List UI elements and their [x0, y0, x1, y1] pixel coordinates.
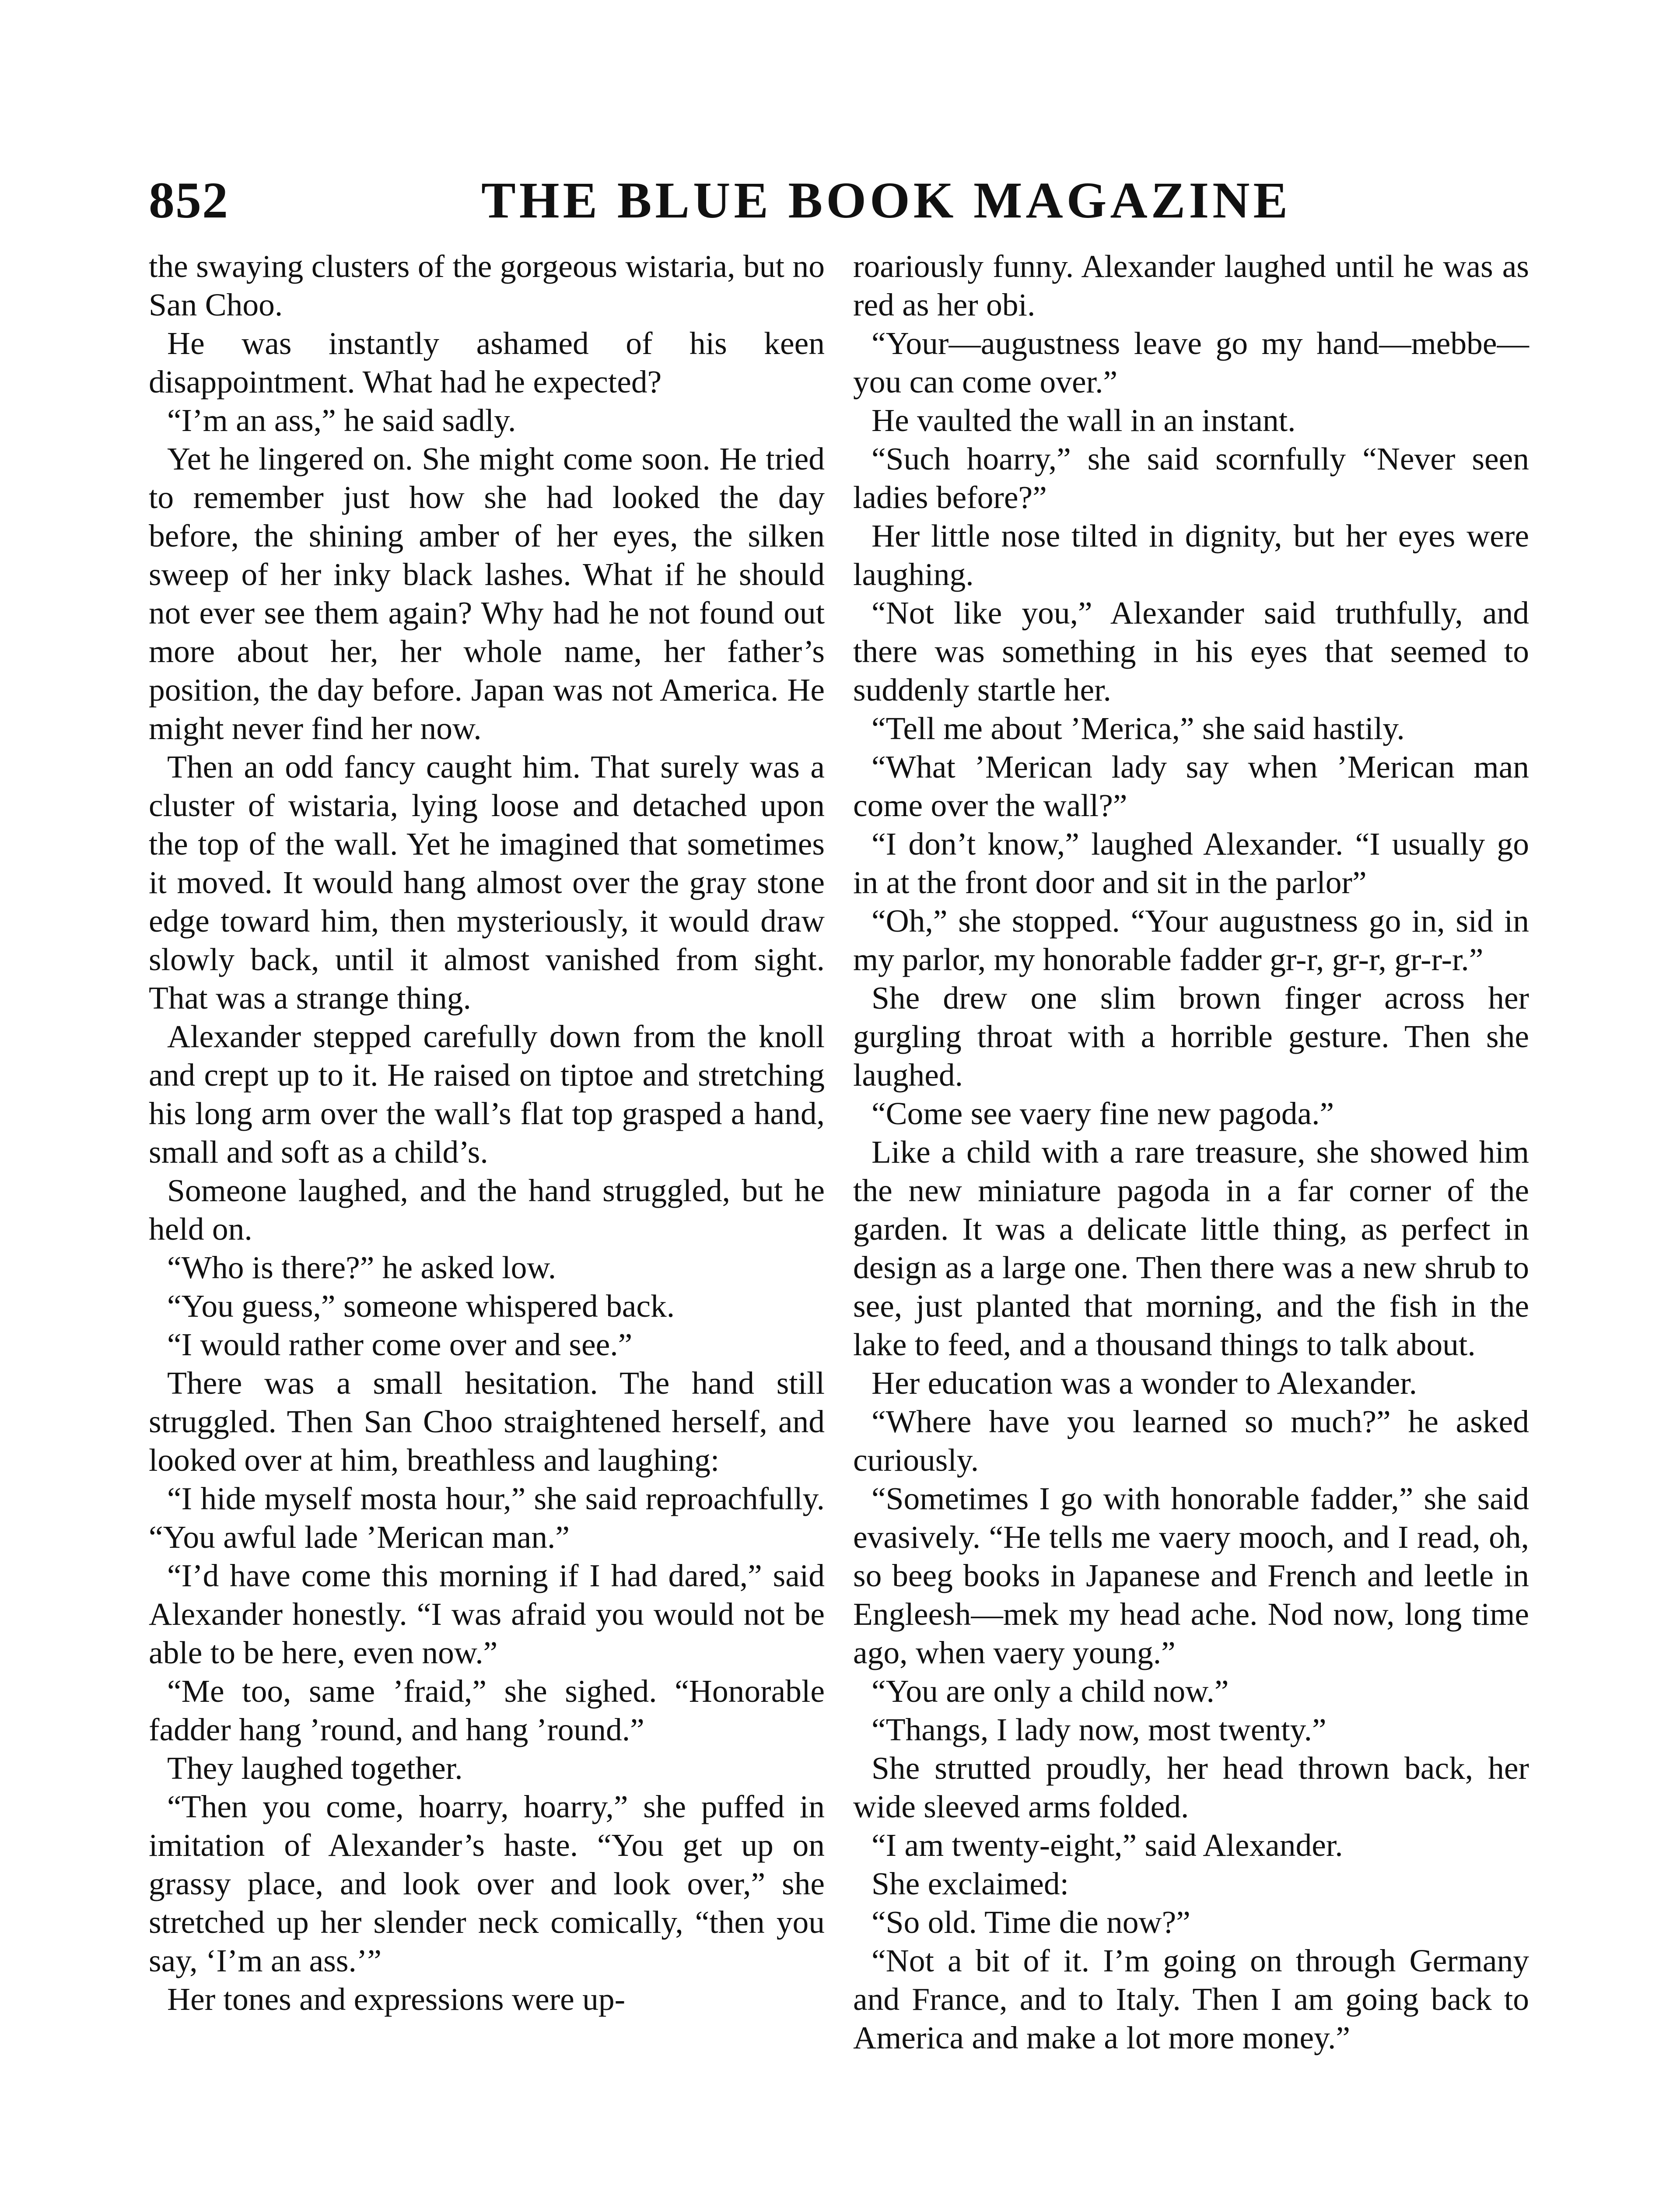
- paragraph: She exclaimed:: [872, 1866, 1069, 1901]
- paragraph: He vaulted the wall in an instant.: [872, 403, 1296, 438]
- paragraph: “Sometimes I go with honorable fadder,” she said evasively. “He tells me vaery mooch, and I read, oh, so beeg books in Japanese and French and leetle in Engleesh—mek my head ache. Nod now, long time ago, when vaery young.”: [853, 1481, 1529, 1670]
- paragraph: Then an odd fancy caught him. That surely was a cluster of wistaria, lying loose and detached upon the top of the wall. Yet he imagined that sometimes it moved. It would hang almost over the gray stone edge toward him, then mysteriously, it would draw slowly back, until it almost vanished from sight. That was a strange thing.: [149, 749, 825, 1016]
- paragraph: roariously funny. Alexander laughed until he was as red as her obi.: [853, 249, 1529, 323]
- paragraph: “Oh,” she stopped. “Your augustness go in, sid in my parlor, my honorable fadder gr-r, gr-r, gr-r-r.”: [853, 903, 1529, 977]
- paragraph: Her education was a wonder to Alexander.: [872, 1365, 1418, 1401]
- page-header: [149, 171, 1566, 236]
- paragraph: “Tell me about ’Merica,” she said hastily.: [872, 711, 1405, 746]
- paragraph: “I hide myself mosta hour,” she said reproachfully. “You awful lade ’Merican man.”: [149, 1481, 825, 1555]
- paragraph: Yet he lingered on. She might come soon. He tried to remember just how she had looked the day before, the shining amber of her eyes, the silken sweep of her inky black lashes. What if he should not ever see them again? Why had he not found out more about her, her whole name, her father’s position, the day before. Japan was not America. He might never find her now.: [149, 441, 825, 746]
- paragraph: “Me too, same ’fraid,” she sighed. “Honorable fadder hang ’round, and hang ’round.”: [149, 1673, 825, 1747]
- paragraph: “Who is there?” he asked low.: [167, 1250, 556, 1285]
- paragraph: “I’m an ass,” he said sadly.: [167, 403, 516, 438]
- paragraph: Someone laughed, and the hand struggled, but he held on.: [149, 1173, 825, 1247]
- paragraph: They laughed together.: [167, 1750, 463, 1786]
- paragraph: “I would rather come over and see.”: [167, 1327, 633, 1362]
- page-number: 852: [149, 172, 229, 229]
- paragraph: “Thangs, I lady now, most twenty.”: [872, 1712, 1326, 1747]
- paragraph: “You guess,” someone whispered back.: [167, 1288, 675, 1324]
- paragraph: “Not like you,” Alexander said truthfully, and there was something in his eyes that seemed to suddenly startle her.: [853, 595, 1529, 708]
- paragraph: “Where have you learned so much?” he asked curiously.: [853, 1404, 1529, 1478]
- paragraph: Like a child with a rare treasure, she showed him the new miniature pagoda in a far corner of the garden. It was a delicate little thing, as perfect in design as a large one. Then there was a new shrub to see, just planted that morning, and the fish in the lake to feed, and a thousand things to talk about.: [853, 1134, 1529, 1362]
- paragraph: “So old. Time die now?”: [872, 1904, 1190, 1940]
- paragraph: “Your—augustness leave go my hand—mebbe—you can come over.”: [853, 326, 1529, 400]
- paragraph: There was a small hesitation. The hand still struggled. Then San Choo straightened herself, and looked over at him, breathless and laughing:: [149, 1365, 825, 1478]
- paragraph: “Such hoarry,” she said scornfully “Never seen ladies before?”: [853, 441, 1529, 515]
- paragraph: “Come see vaery fine new pagoda.”: [872, 1096, 1334, 1131]
- paragraph: “I am twenty-eight,” said Alexander.: [872, 1827, 1343, 1863]
- paragraph: “What ’Merican lady say when ’Merican man come over the wall?”: [853, 749, 1529, 823]
- right-column: [853, 247, 1529, 2057]
- paragraph: Her tones and expressions were up-: [167, 1981, 626, 2017]
- paragraph: “Not a bit of it. I’m going on through Germany and France, and to Italy. Then I am going back to America and make a lot more money.”: [853, 1943, 1529, 2055]
- magazine-title: THE BLUE BOOK MAGAZINE: [481, 172, 1292, 229]
- paragraph: He was instantly ashamed of his keen disappointment. What had he expected?: [149, 326, 825, 400]
- paragraph: “Then you come, hoarry, hoarry,” she puffed in imitation of Alexander’s haste. “You get up on grassy place, and look over and look over,” she stretched up her slender neck comically, “then you say, ‘I’m an ass.’”: [149, 1789, 825, 1978]
- paragraph: the swaying clusters of the gorgeous wistaria, but no San Choo.: [149, 249, 825, 323]
- paragraph: “You are only a child now.”: [872, 1673, 1229, 1709]
- left-column: [149, 247, 825, 2019]
- paragraph: Her little nose tilted in dignity, but her eyes were laughing.: [853, 518, 1529, 592]
- paragraph: “I’d have come this morning if I had dared,” said Alexander honestly. “I was afraid you would not be able to be here, even now.”: [149, 1558, 825, 1670]
- paragraph: Alexander stepped carefully down from the knoll and crept up to it. He raised on tiptoe and stretching his long arm over the wall’s flat top grasped a hand, small and soft as a child’s.: [149, 1019, 825, 1170]
- paragraph: “I don’t know,” laughed Alexander. “I usually go in at the front door and sit in the parlor”: [853, 826, 1529, 900]
- paragraph: She drew one slim brown finger across her gurgling throat with a horrible gesture. Then she laughed.: [853, 980, 1529, 1093]
- paragraph: She strutted proudly, her head thrown back, her wide sleeved arms folded.: [853, 1750, 1529, 1824]
